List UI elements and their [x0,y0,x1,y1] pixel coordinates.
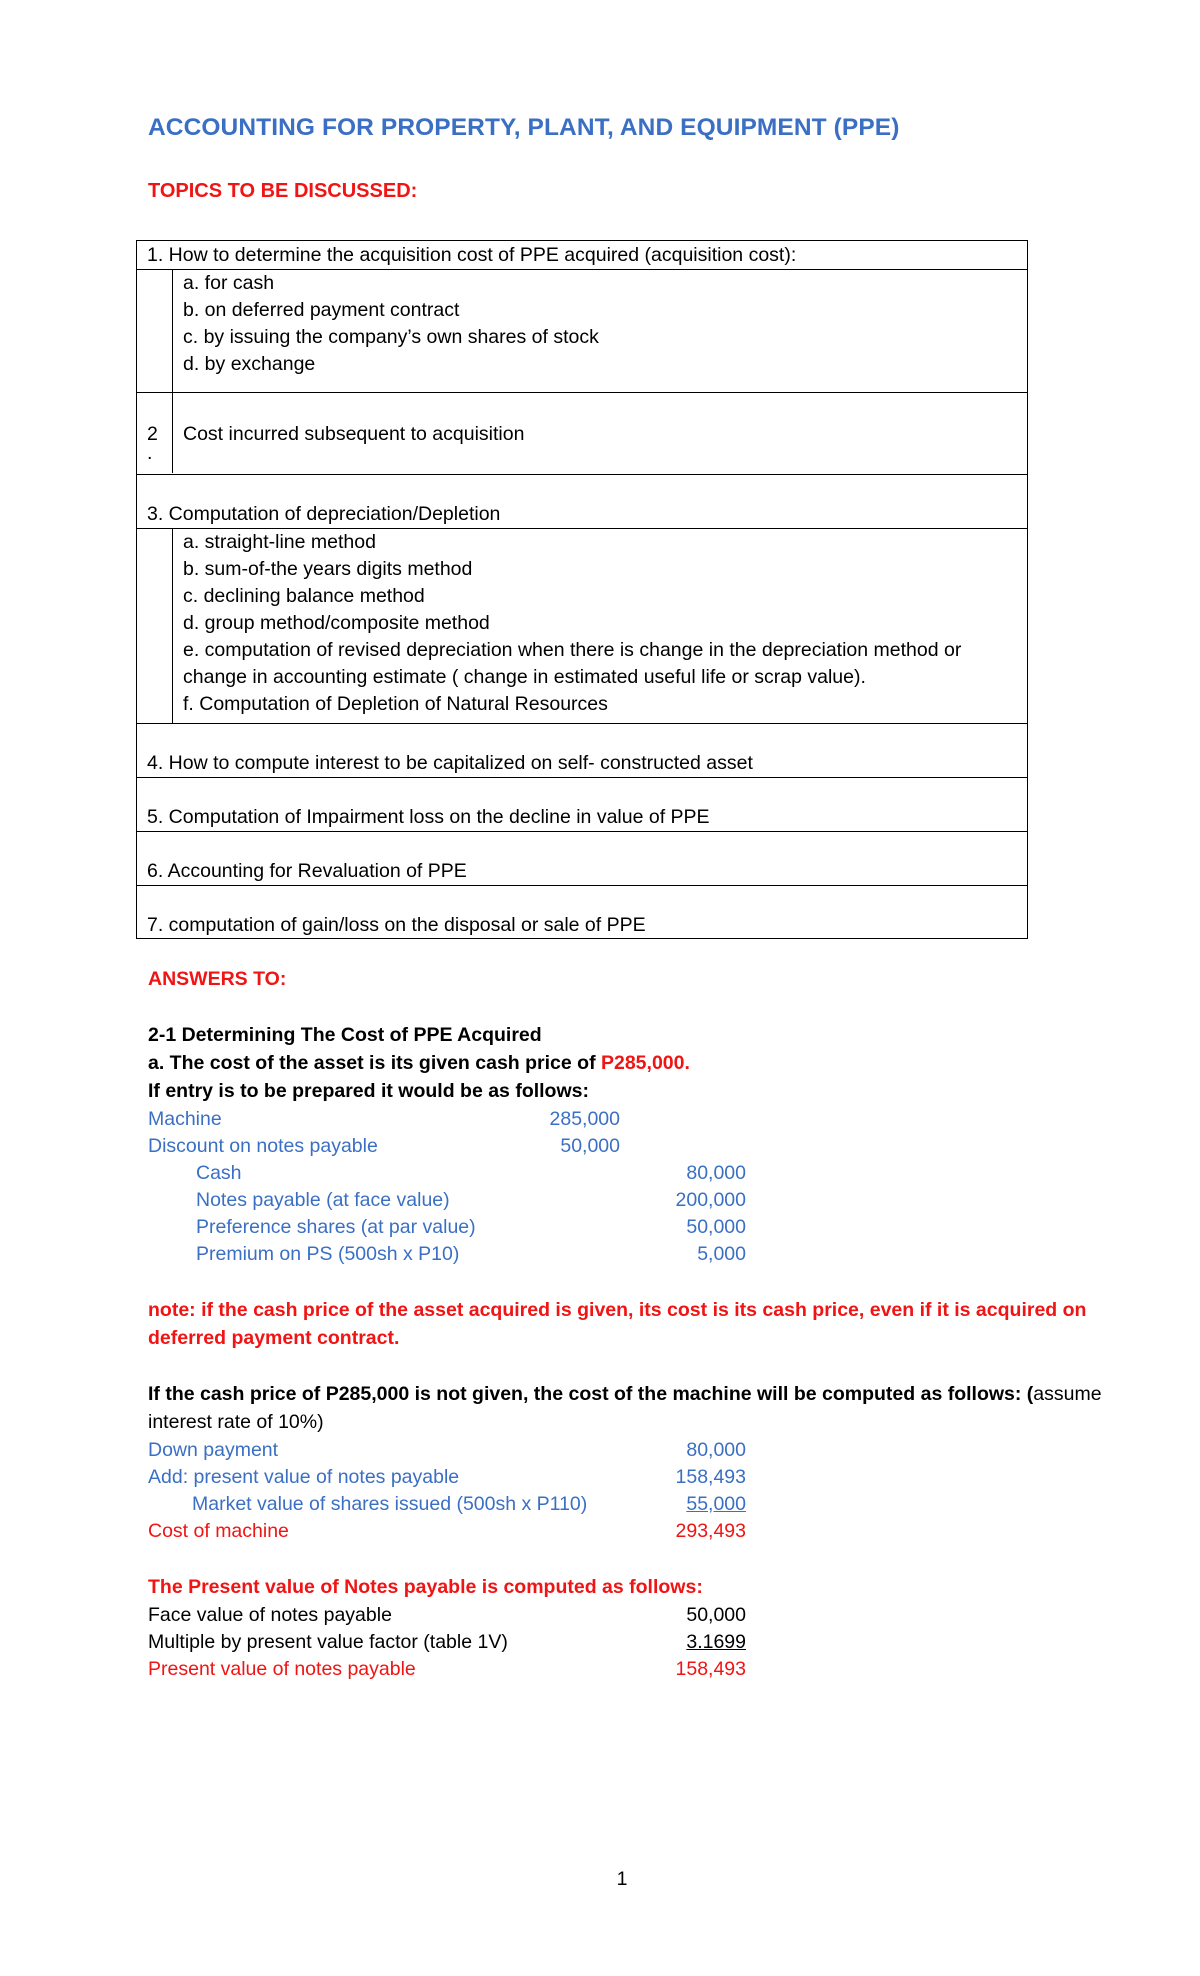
pv-total-value: 158,493 [675,1658,746,1680]
entry-credit: 50,000 [686,1216,746,1238]
topic-3-subitems [137,528,1027,723]
pv-value: 3.1699 [686,1631,746,1653]
list-item: d. group method/composite method [183,612,490,634]
cost-value: 158,493 [675,1466,746,1488]
cost-total-value: 293,493 [675,1520,746,1542]
pv-label: Face value of notes payable [148,1604,392,1626]
cost-value: 55,000 [686,1493,746,1515]
topic-2-text: Cost incurred subsequent to acquisition [183,423,525,445]
cash-price: P285,000. [600,1052,690,1074]
topic-row-4 [137,723,1027,777]
entry-intro: If entry is to be prepared it would be as follows: [148,1080,589,1102]
topic-2-dot: . [147,442,153,464]
list-item: b. sum-of-the years digits method [183,558,473,580]
note-line-2: deferred payment contract. [148,1327,400,1349]
page-number: 1 [616,1868,628,1890]
cost-label: Down payment [148,1439,279,1461]
list-item: a. for cash [183,272,275,294]
cost-value: 80,000 [686,1439,746,1461]
topic-4-text: 4. How to compute interest to be capitalized on self- constructed asset [147,752,753,774]
list-item: a. straight-line method [183,531,376,553]
answers-heading: ANSWERS TO: [148,968,287,990]
entry-credit: 5,000 [697,1243,746,1265]
pv-total-label: Present value of notes payable [148,1658,416,1680]
cost-total-label: Cost of machine [148,1520,289,1542]
page-title: ACCOUNTING FOR PROPERTY, PLANT, AND EQUIPMENT (PPE) [148,114,900,141]
pv-label: Multiple by present value factor (table 1V) [148,1631,508,1653]
note-line-1: note: if the cash price of the asset acquired is given, its cost is its cash price, even if it is acquired on [148,1299,1087,1321]
topic-row-7 [137,885,1027,938]
list-item: e. computation of revised depreciation when there is change in the depreciation method or [183,639,962,661]
entry-label: Preference shares (at par value) [196,1216,476,1238]
entry-debit: 285,000 [549,1108,620,1130]
section-heading: 2-1 Determining The Cost of PPE Acquired [148,1024,542,1046]
pv-heading: The Present value of Notes payable is computed as follows: [148,1576,703,1598]
if-line-2: interest rate of 10%) [148,1411,324,1433]
topic-row-3 [137,474,1027,723]
entry-label: Machine [148,1108,222,1130]
entry-label: Discount on notes payable [148,1135,378,1157]
list-item: c. by issuing the company’s own shares of stock [183,326,599,348]
cost-label: Add: present value of notes payable [148,1466,460,1488]
topic-row-2 [137,392,1027,474]
topics-table [136,240,1028,939]
topic-1-subitems [137,269,1027,392]
topic-row-5 [137,777,1027,831]
topic-row-6 [137,831,1027,885]
if-line-1: If the cash price of P285,000 is not given, the cost of the machine will be computed as follows: (assume [148,1383,1102,1405]
entry-label: Premium on PS (500sh x P10) [196,1243,460,1265]
line-a: a. The cost of the asset is its given cash price of P285,000. [148,1052,690,1074]
list-item: b. on deferred payment contract [183,299,460,321]
list-item: f. Computation of Depletion of Natural Resources [183,693,608,715]
entry-label: Notes payable (at face value) [196,1189,450,1211]
entry-debit: 50,000 [560,1135,620,1157]
topic-7-text: 7. computation of gain/loss on the disposal or sale of PPE [147,914,646,936]
topic-row-1 [137,242,1027,392]
topic-6-text: 6. Accounting for Revaluation of PPE [147,860,467,882]
entry-credit: 80,000 [686,1162,746,1184]
topic-3-text: 3. Computation of depreciation/Depletion [147,503,501,525]
cost-label: Market value of shares issued (500sh x P110) [192,1493,588,1515]
entry-credit: 200,000 [675,1189,746,1211]
pv-value: 50,000 [686,1604,746,1626]
list-item: d. by exchange [183,353,316,375]
list-item: change in accounting estimate ( change in estimated useful life or scrap value). [183,666,866,688]
entry-label: Cash [196,1162,242,1184]
list-item: c. declining balance method [183,585,425,607]
topic-1-text: 1. How to determine the acquisition cost of PPE acquired (acquisition cost): [147,244,797,266]
topic-5-text: 5. Computation of Impairment loss on the decline in value of PPE [147,806,710,828]
topics-heading: TOPICS TO BE DISCUSSED: [148,180,418,202]
topic-2-number: 2 [147,423,158,445]
